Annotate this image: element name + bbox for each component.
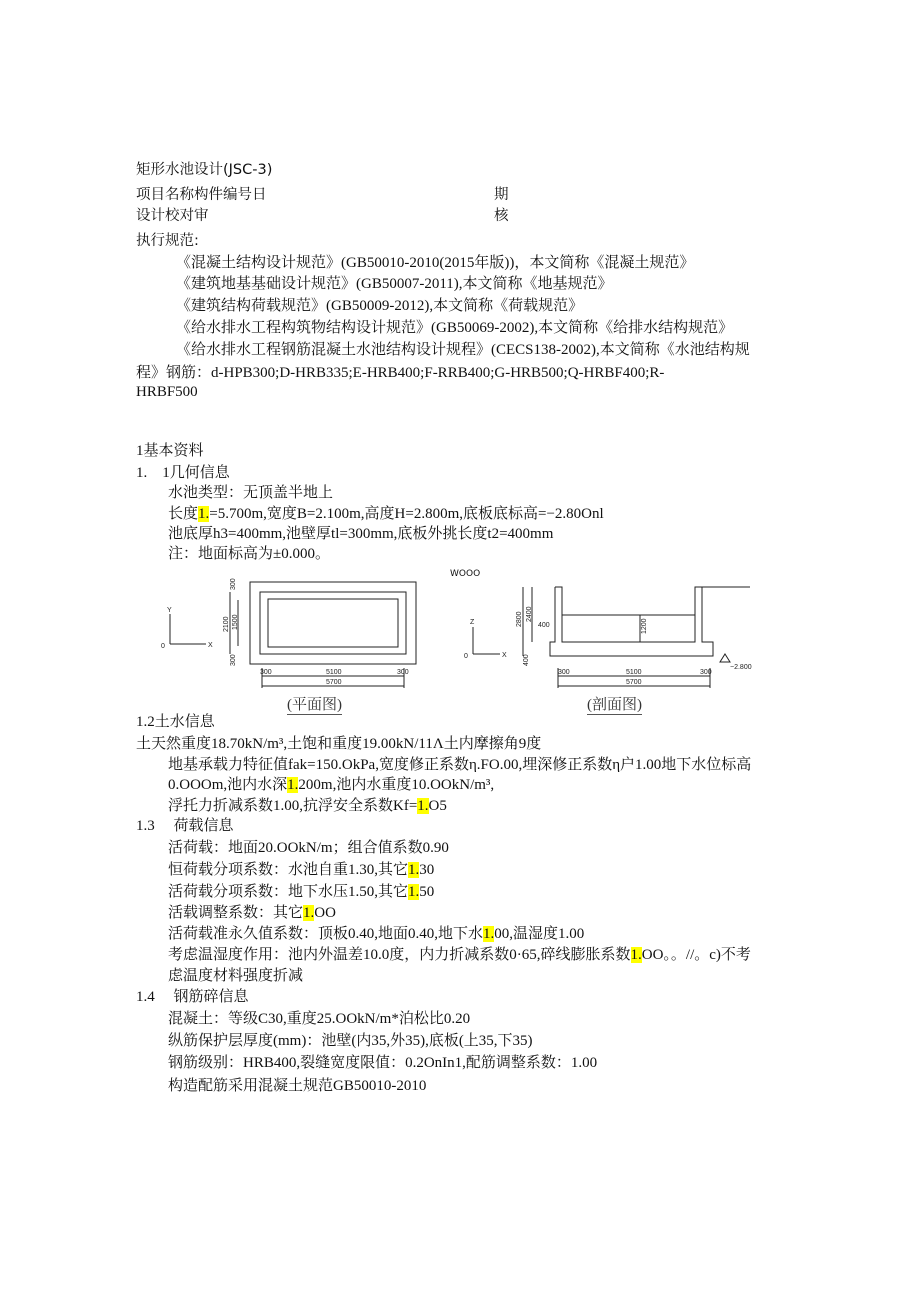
ground-note: 注：地面标高为±0.000。 — [168, 546, 330, 562]
stray-label: WOOO — [450, 569, 481, 579]
highlight: 1. — [198, 506, 210, 522]
code-line: 《给水排水工程构筑物结构设计规范》(GB50069-2002),本文简称《给排水结构规范》 — [176, 320, 734, 336]
code-line: 《给水排水工程钢筋混凝土水池结构设计规程》(CECS138-2002),本文简称《水池结构规 — [176, 342, 750, 358]
temperature-effect — [168, 945, 751, 965]
live-load: 活荷载：地面20.OOkN/m；组合值系数0.90 — [168, 840, 449, 856]
section11-title: 1. 1几何信息 — [136, 465, 230, 481]
section1-title: 1基本资料 — [136, 443, 204, 459]
section12-title: 1.2土水信息 — [136, 714, 215, 730]
text: 浮托力折减系数1.00,抗浮安全系数Kf= — [168, 798, 418, 814]
axis-label: 0 — [161, 643, 165, 650]
highlight: 1. — [417, 798, 429, 814]
text: 50 — [419, 884, 435, 900]
text: 00,温湿度1.00 — [494, 926, 585, 942]
axis-label: Y — [167, 607, 172, 614]
water-info — [168, 775, 494, 795]
section13-title: 1.3 荷载信息 — [136, 818, 234, 834]
adjust-factor — [168, 903, 336, 923]
doc-title: 矩形水池设计(JSC-3) — [136, 162, 273, 178]
highlight: 1. — [287, 777, 299, 793]
dim-label: 1500 — [232, 614, 239, 630]
plan-view — [161, 578, 416, 688]
section-view — [464, 587, 752, 688]
design-row-label: 设计校对审 — [136, 208, 209, 224]
pool-drawing — [150, 572, 790, 697]
text: 0.OOOm,池内水深 — [168, 777, 288, 793]
pool-thickness: 池底厚h3=400mm,池壁厚tl=300mm,底板外挑长度t2=400mm — [168, 526, 554, 542]
code-line: 《建筑地基基础设计规范》(GB50007-2011),本文简称《地基规范》 — [176, 276, 613, 292]
text: OO。。//。c)不考 — [641, 947, 751, 963]
text: 200m,池内水重度10.OOkN/m³, — [298, 777, 495, 793]
dim-label: 300 — [260, 669, 272, 676]
dim-label: 5700 — [626, 679, 642, 686]
plan-caption: (平面图) — [287, 693, 342, 715]
bearing-info: 地基承载力特征值fak=150.OkPa,宽度修正系数η.FO.00,埋深修正系数η户1.00地下水位标高 — [168, 757, 752, 773]
dead-factor — [168, 860, 434, 880]
dim-label: 5100 — [626, 669, 642, 676]
temperature-effect-cont: 虑温度材料强度折减 — [168, 968, 304, 984]
dim-label: 5700 — [326, 679, 342, 686]
text: 恒荷载分项系数：水池自重1.30,其它 — [168, 862, 409, 878]
dim-label: 2400 — [526, 606, 533, 622]
axis-label: X — [208, 642, 213, 649]
dim-label: 400 — [523, 654, 530, 666]
code-line: 程》钢筋：d-HPB300;D-HRB335;E-HRB400;F-RRB400;G-HRB500;Q-HRBF400;R- — [136, 365, 665, 381]
code-line: 《混凝土结构设计规范》(GB50010-2010(2015年版))，本文简称《混凝土规范》 — [176, 255, 695, 271]
code-line: 《建筑结构荷载规范》(GB50009-2012),本文简称《荷载规范》 — [176, 298, 584, 314]
pool-dims — [168, 504, 604, 524]
live-factor — [168, 882, 434, 902]
elevation-label: −2.800 — [730, 664, 752, 671]
text: O5 — [428, 798, 447, 814]
section-caption: (剖面图) — [587, 693, 642, 715]
highlight: 1. — [483, 926, 495, 942]
section14-title: 1.4 钢筋碎信息 — [136, 989, 249, 1005]
text: 活荷载准永久值系数：顶板0.40,地面0.40,地下水 — [168, 926, 484, 942]
cover-info: 纵筋保护层厚度(mm)：池壁(内35,外35),底板(上35,下35) — [168, 1033, 533, 1049]
dim-label: 5100 — [326, 669, 342, 676]
plan-wall-rect — [260, 592, 406, 654]
dim-label: 2100 — [223, 616, 230, 632]
highlight: 1. — [303, 905, 315, 921]
text: 活载调整系数：其它 — [168, 905, 304, 921]
concrete-info: 混凝土：等级C30,重度25.OOkN/m*泊松比0.20 — [168, 1011, 471, 1027]
highlight: 1. — [630, 947, 642, 963]
elevation-marker — [720, 654, 730, 662]
text: OO — [314, 905, 336, 921]
plan-outer-rect — [250, 582, 416, 664]
codes-label: 执行规范: — [136, 233, 199, 249]
dim-label: 2800 — [516, 611, 523, 627]
project-row-date: 期 — [494, 187, 509, 203]
highlight: 1. — [408, 884, 420, 900]
code-line: HRBF500 — [136, 384, 198, 400]
axis-label: X — [502, 652, 507, 659]
dim-label: 300 — [230, 654, 237, 666]
rebar-info: 钢筋级别：HRB400,裂缝宽度限值：0.2OnIn1,配筋调整系数：1.00 — [168, 1055, 598, 1071]
dim-label: 300 — [397, 669, 409, 676]
design-row-review: 核 — [494, 208, 509, 224]
dim-label: 400 — [538, 622, 550, 629]
axis-label: Z — [470, 619, 475, 626]
dim-label: 300 — [558, 669, 570, 676]
text: =5.700m,宽度B=2.100m,高度H=2.800m,底板底标高=−2.80Onl — [209, 506, 604, 522]
axis-label: 0 — [464, 653, 468, 660]
buoyancy-info — [168, 796, 447, 816]
quasi-permanent — [168, 924, 584, 944]
text: 考虑温湿度作用：池内外温差10.0度，内力折减系数0·65,碎线膨胀系数 — [168, 947, 631, 963]
plan-inner-rect — [268, 599, 398, 647]
dim-label: 300 — [230, 578, 237, 590]
text: 30 — [419, 862, 435, 878]
soil-info: 土天然重度18.70kN/m³,土饱和重度19.00kN/11Λ土内摩擦角9度 — [136, 736, 542, 752]
detail-info: 构造配筋采用混凝土规范GB50010-2010 — [168, 1078, 427, 1094]
dim-label: 300 — [700, 669, 712, 676]
project-row-label: 项目名称构件编号日 — [136, 187, 267, 203]
pool-type: 水池类型：无顶盖半地上 — [168, 485, 334, 501]
dim-label: 1200 — [641, 618, 648, 634]
text: 长度 — [168, 506, 199, 522]
text: 活荷载分项系数：地下水压1.50,其它 — [168, 884, 409, 900]
section-outline — [550, 587, 713, 656]
highlight: 1. — [408, 862, 420, 878]
